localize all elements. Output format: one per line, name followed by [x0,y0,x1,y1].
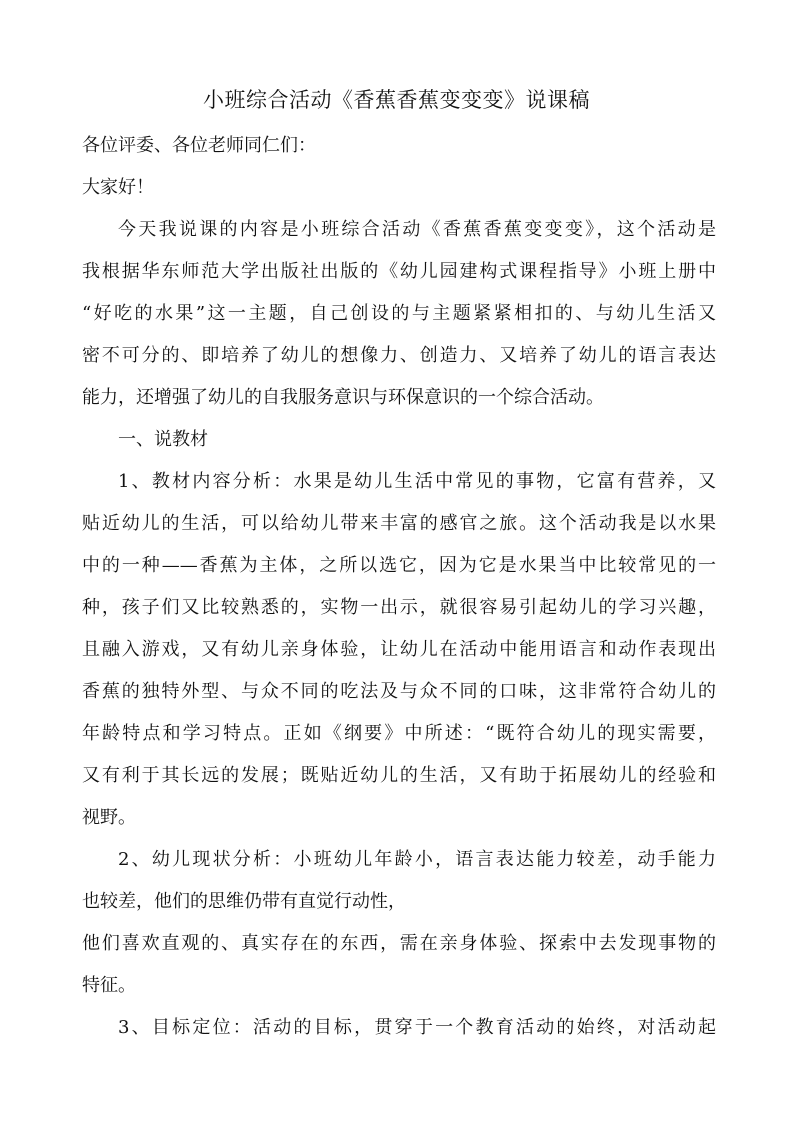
analysis3-line: 3、目标定位：活动的目标，贯穿于一个教育活动的始终，对活动起 [118,1017,716,1038]
analysis2-line: 也较差，他们的思维仍带有直觉行动性， [82,891,406,912]
analysis1-line: 又有利于其长远的发展；既贴近幼儿的生活，又有助于拓展幼儿的经验和 [82,765,716,786]
analysis2-line: 特征。 [82,975,136,996]
intro-line: 能力，还增强了幼儿的自我服务意识与环保意识的一个综合活动。 [82,387,604,408]
analysis1-line: 1、教材内容分析：水果是幼儿生活中常见的事物，它富有营养，又 [118,471,716,492]
document-body [82,125,716,1049]
hello-line: 大家好！ [82,177,154,198]
analysis1-line: 视野。 [82,807,136,828]
analysis1-line: 香蕉的独特外型、与众不同的吃法及与众不同的口味，这非常符合幼儿的 [82,681,716,702]
intro-line: 密不可分的、即培养了幼儿的想像力、创造力、又培养了幼儿的语言表达 [82,345,716,366]
section-heading: 一、说教材 [118,429,208,450]
intro-line: 今天我说课的内容是小班综合活动《香蕉香蕉变变变》，这个活动是 [118,219,716,240]
document-title: 小班综合活动《香蕉香蕉变变变》说课稿 [203,88,590,112]
analysis1-line: 中的一种——香蕉为主体，之所以选它，因为它是水果当中比较常见的一 [82,555,716,576]
analysis1-line: 年龄特点和学习特点。正如《纲要》中所述：“既符合幼儿的现实需要， [82,723,716,744]
analysis1-line: 且融入游戏，又有幼儿亲身体验，让幼儿在活动中能用语言和动作表现出 [82,639,716,660]
analysis2-line: 2、幼儿现状分析：小班幼儿年龄小，语言表达能力较差，动手能力 [118,849,716,870]
analysis1-line: 贴近幼儿的生活，可以给幼儿带来丰富的感官之旅。这个活动我是以水果 [82,513,716,534]
intro-line: “好吃的水果”这一主题，自己创设的与主题紧紧相扣的、与幼儿生活又 [82,303,716,324]
intro-line: 我根据华东师范大学出版社出版的《幼儿园建构式课程指导》小班上册中 [82,261,716,282]
greeting-line: 各位评委、各位老师同仁们： [82,135,316,156]
analysis2-line: 他们喜欢直观的、真实存在的东西，需在亲身体验、探索中去发现事物的 [82,933,716,954]
analysis1-line: 种，孩子们又比较熟悉的，实物一出示，就很容易引起幼儿的学习兴趣， [82,597,716,618]
